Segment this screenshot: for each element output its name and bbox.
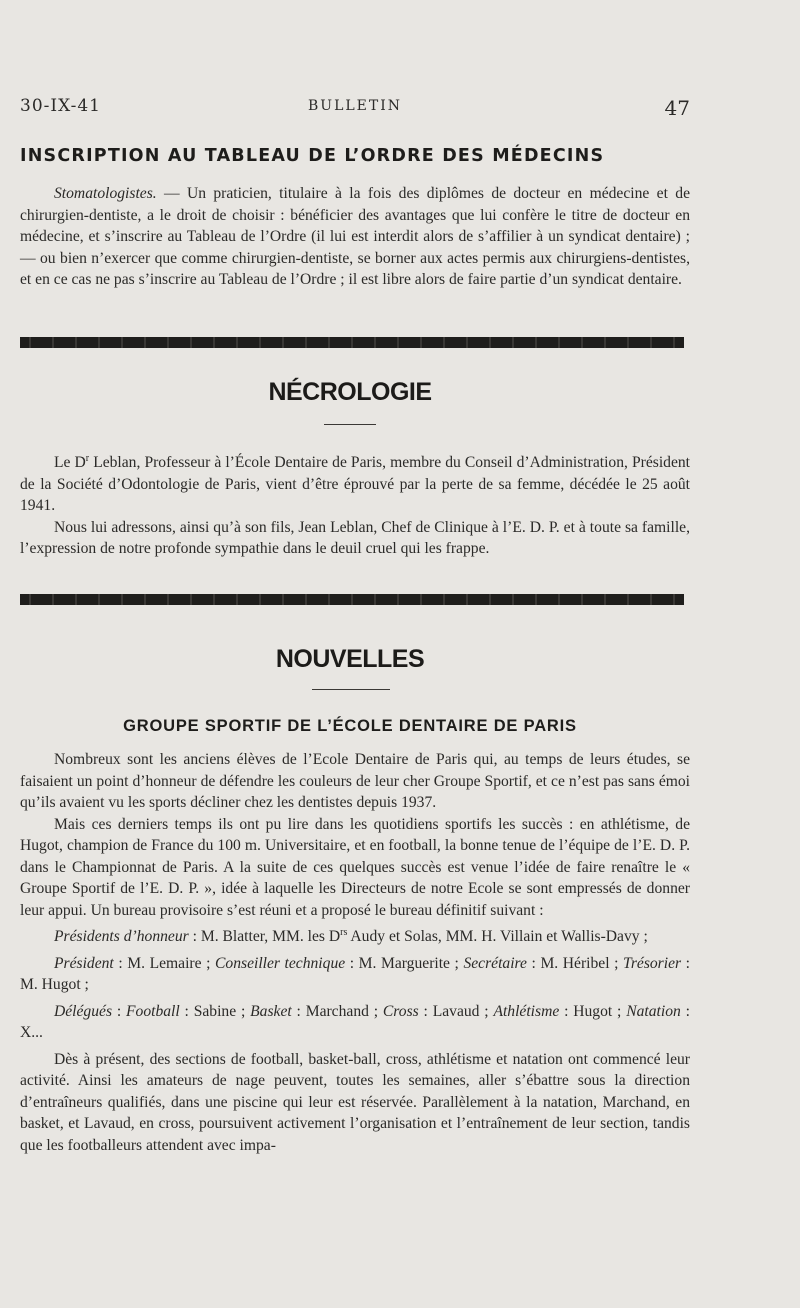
inscription-section xyxy=(20,146,690,166)
football-label: Football xyxy=(126,1002,180,1020)
conseiller-label: Conseiller technique xyxy=(215,954,346,972)
delegues-sep: : xyxy=(112,1002,127,1020)
page-header xyxy=(20,96,690,122)
delegues-label: Délégués xyxy=(54,1002,113,1020)
secretaire-label: Secrétaire xyxy=(463,954,527,972)
presidents-honneur-sup: rs xyxy=(340,926,348,938)
necrologie-title-underline xyxy=(324,424,376,425)
nouvelles-paragraph-6: Dès à présent, des sections de football, basket-ball, cross, athlétisme et natation ont commencé leur activité. Ainsi les amateurs de nage peuvent, toutes les semaines, aller s’ébattre sous la direction d’entraîneurs qualifiés, dans une piscine qui leur est réservée. Parallèlement à la natation, Marchand, en basket, et Lavaud, en cross, poursuivent activement l’organisation et l’entraînement de leur section, tandis que les footballeurs attendent avec impa- xyxy=(20,1050,690,1154)
nouvelles-paragraph-3 xyxy=(20,926,690,948)
presidents-honneur-b: Audy et Solas, MM. H. Villain et Wallis-Davy ; xyxy=(347,928,648,945)
nouvelles-paragraph-4 xyxy=(20,953,690,996)
nouvelles-paragraph-5 xyxy=(20,1001,690,1044)
cross-label: Cross xyxy=(382,1002,419,1020)
necrologie-paragraph-2: Nous lui adressons, ainsi qu’à son fils, Jean Leblan, Chef de Clinique à l’E. D. P. et à toute sa famille, l’expression de notre profonde sympathie dans le deuil cruel qui les frappe. xyxy=(20,518,690,557)
president-label: Président xyxy=(54,954,114,972)
basket-label: Basket xyxy=(250,1002,292,1020)
athletisme-value: : Hugot ; xyxy=(559,1002,627,1020)
athletisme-label: Athlétisme xyxy=(493,1002,560,1020)
inscription-text: — Un praticien, titulaire à la fois des diplômes de docteur en médecine et de chirurgien-dentiste, a le droit de choisir : bénéficier des avantages que lui confère le titre de docteur en médecine, et s’inscrire au Tableau de l’Ordre (il lui est interdit alors de s’affilier à un syndicat dentaire) ; — ou bien n’exercer que comme chirurgien-dentiste, se borner aux actes permis aux chirurgiens-dentistes, et en ce cas ne pas s’inscrire au Tableau de l’Ordre ; il est libre alors de faire partie d’un syndicat dentaire. xyxy=(20,185,690,288)
necrologie-paragraph-1 xyxy=(20,452,690,517)
basket-value: : Marchand ; xyxy=(291,1002,383,1020)
nouvelles-title: NOUVELLES xyxy=(275,645,425,673)
conseiller-value: : M. Marguerite ; xyxy=(345,954,464,972)
nouvelles-paragraph-1: Nombreux sont les anciens élèves de l’Ecole Dentaire de Paris qui, au temps de leurs études, se faisaient un point d’honneur de défendre les couleurs de leur cher Groupe Sportif, et ce n’est pas sans émoi qu’ils avaient vu les sports décliner chez les dentistes depuis 1937. xyxy=(20,751,690,811)
presidents-honneur-label: Présidents d’honneur xyxy=(54,928,189,945)
nouvelles-title-underline xyxy=(312,689,390,690)
president-value: : M. Lemaire ; xyxy=(113,954,215,972)
nouvelles-subtitle: GROUPE SPORTIF DE L’ÉCOLE DENTAIRE DE PARIS xyxy=(123,717,577,735)
cross-value: : Lavaud ; xyxy=(418,1002,494,1020)
inscription-body xyxy=(20,183,690,291)
natation-label: Natation xyxy=(626,1002,681,1020)
secretaire-value: : M. Héribel ; xyxy=(526,954,624,972)
issue-date: 30-IX-41 xyxy=(20,96,101,116)
journal-name: BULLETIN xyxy=(307,98,403,114)
necrologie-title: NÉCROLOGIE xyxy=(268,378,432,406)
presidents-honneur-a: : M. Blatter, MM. les D xyxy=(188,928,341,945)
tresorier-value: : M. Hugot ; xyxy=(20,954,690,993)
inscription-lead: Stomatologistes. xyxy=(54,185,157,202)
page-number: 47 xyxy=(664,96,690,120)
football-value: : Sabine ; xyxy=(179,1002,251,1020)
nouvelles-body xyxy=(20,749,690,1156)
necrologie-text-b: Leblan, Professeur à l’École Dentaire de Paris, membre du Conseil d’Administration, Président de la Société d’Odontologie de Paris, vient d’être éprouvé par la perte de sa femme, décédée le 25 août 1941. xyxy=(20,454,691,514)
necrologie-text-a: Le D xyxy=(54,454,86,471)
section-divider-2 xyxy=(20,594,684,605)
natation-value: : X... xyxy=(20,1002,690,1041)
necrologie-body xyxy=(20,452,690,560)
necrologie-sup: r xyxy=(85,452,90,464)
tresorier-label: Trésorier xyxy=(623,954,682,972)
section-divider-1 xyxy=(20,337,684,348)
inscription-title: INSCRIPTION AU TABLEAU DE L’ORDRE DES MÉDECINS xyxy=(20,146,605,166)
nouvelles-paragraph-2: Mais ces derniers temps ils ont pu lire dans les quotidiens sportifs les succès : en athlétisme, de Hugot, champion de France du 100 m. Universitaire, et en football, la bonne tenue de l’équipe de l’E. D. P. dans le Championnat de Paris. A la suite de ces quelques succès est venue l’idée de faire renaître le « Groupe Sportif de l’E. D. P. », idée à laquelle les Directeurs de notre Ecole se sont empressés de donner leur appui. Un bureau provisoire s’est réuni et a proposé le bureau définitif suivant : xyxy=(20,815,690,919)
inscription-paragraph xyxy=(20,183,690,291)
